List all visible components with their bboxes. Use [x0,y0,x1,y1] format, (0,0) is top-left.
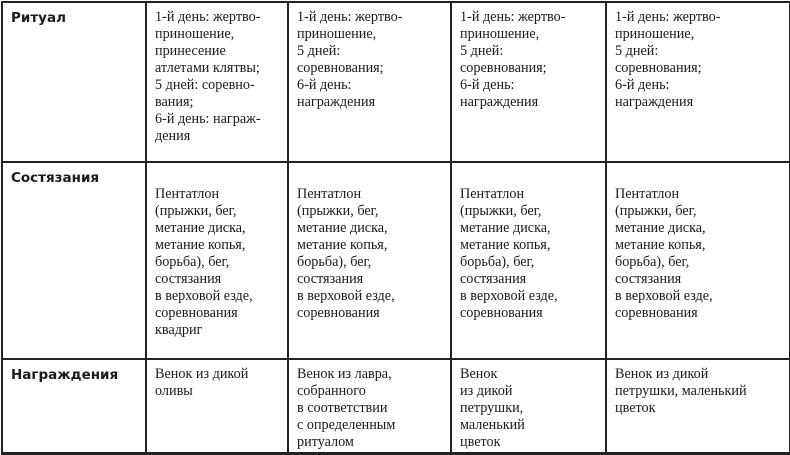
table-cell: Пентатлон (прыжки, бег, метание диска, метание копья, борьба), бег, состязания в верховой езде, соревнования [606,162,790,359]
table-cell: Пентатлон (прыжки, бег, метание диска, метание копья, борьба), бег, состязания в верховой езде, соревнования [288,162,451,359]
table-cell: 1-й день: жертво- приношение, 5 дней: соревнования; 6-й день: награждения [451,2,606,162]
table-cell: Венок из дикой петрушки, маленький цветок [606,359,790,454]
table-cell: Пентатлон (прыжки, бег, метание диска, метание копья, борьба), бег, состязания в верховой езде, соревнования [451,162,606,359]
row-label: Награждения [2,359,146,454]
table-cell: Пентатлон (прыжки, бег, метание диска, метание копья, борьба), бег, состязания в верховой езде, соревнования квадриг [146,162,288,359]
row-label: Ритуал [2,2,146,162]
table-cell: Венок из дикой оливы [146,359,288,454]
table-cell: Венок из лавра, собранного в соответствии с определенным ритуалом [288,359,451,454]
table-cell: Венок из дикой петрушки, маленький цветок [451,359,606,454]
table-row-competitions [2,162,790,359]
table-row-ritual [2,2,790,162]
table-cell: 1-й день: жертво- приношение, 5 дней: соревнования; 6-й день: награждения [288,2,451,162]
row-label: Состязания [2,162,146,359]
table-cell: 1-й день: жертво- приношение, 5 дней: соревнования; 6-й день: награждения [606,2,790,162]
comparison-table [1,1,790,455]
table-row-awards [2,359,790,454]
table-cell: 1-й день: жертво- приношение, принесение атлетами клятвы; 5 дней: соревно- вания; 6-й день: награж- дения [146,2,288,162]
